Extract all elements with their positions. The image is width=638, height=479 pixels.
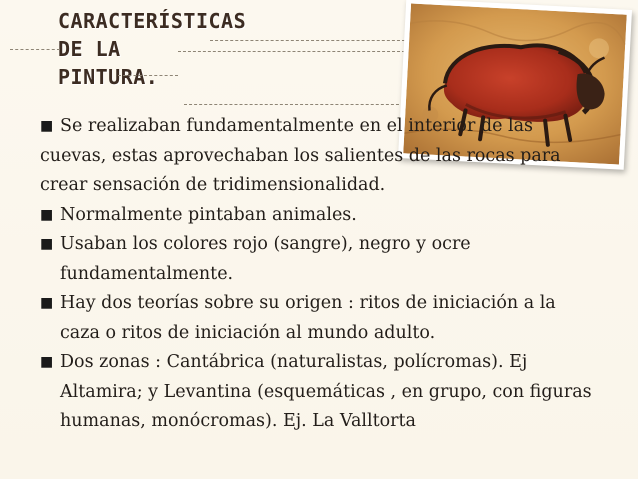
bullet-text: Usaban los colores rojo (sangre), negro y ocre fundamentalmente. <box>60 234 471 284</box>
divider <box>210 40 405 41</box>
title-line-2: DE LA <box>58 37 121 61</box>
bullet-icon: ■ <box>40 295 54 311</box>
divider <box>178 51 405 52</box>
list-item <box>40 230 600 289</box>
bullet-icon: ■ <box>40 206 54 223</box>
bullet-text: Hay dos teorías sobre su origen : ritos de iniciación a la caza o ritos de iniciación al mundo adulto. <box>60 293 556 343</box>
slide-title <box>58 7 358 91</box>
bullet-icon: ■ <box>40 354 54 370</box>
bullet-icon: ■ <box>40 236 54 252</box>
list-item <box>40 112 600 201</box>
list-item <box>40 201 600 231</box>
bullet-text: Se realizaban fundamentalmente en el interior de las cuevas, estas aprovechaban los salientes de las rocas para crear sensación de tridimensionalidad. <box>40 116 561 195</box>
divider <box>10 49 60 50</box>
bullet-text: Dos zonas : Cantábrica (naturalistas, polícromas). Ej Altamira; y Levantina (esquemáticas , en grupo, con figuras humanas, monócromas). Ej. La Valltorta <box>60 352 592 431</box>
list-item <box>40 348 600 437</box>
bullet-text: Normalmente pintaban animales. <box>60 204 357 225</box>
bullet-list <box>40 112 600 437</box>
list-item <box>40 289 600 348</box>
bullet-icon: ■ <box>40 118 54 134</box>
divider <box>184 104 404 105</box>
title-line-1: CARACTERÍSTICAS <box>58 9 247 33</box>
divider <box>118 75 178 76</box>
title-line-3: PINTURA. <box>58 65 159 89</box>
